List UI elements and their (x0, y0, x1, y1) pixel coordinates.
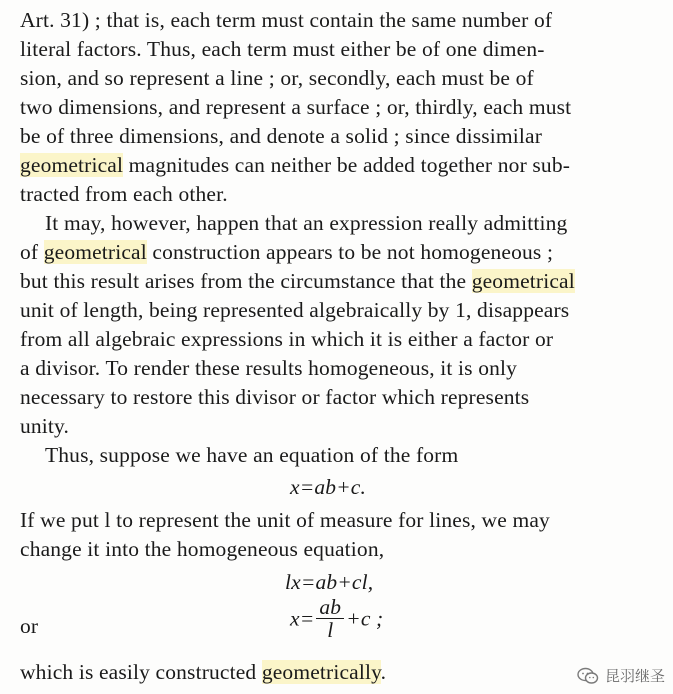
text-line: unit of length, being represented algebraically by 1, disappears (20, 298, 570, 322)
text-line: necessary to restore this divisor or factor which represents (20, 385, 530, 409)
text-line: tracted from each other. (20, 182, 228, 206)
highlighted-term: geometrical (43, 240, 147, 264)
watermark-text: 昆羽继圣 (604, 667, 665, 685)
text-line: change it into the homogeneous equation, (20, 537, 385, 561)
equation: x=ab+c. (290, 475, 367, 499)
or-label: or (20, 614, 39, 638)
text-line: of geometrical construction appears to be not homogeneous ; (20, 240, 554, 264)
text-line: geometrical magnitudes can neither be added together nor sub- (20, 153, 571, 177)
text-line: Art. 31) ; that is, each term must contain the same number of (20, 8, 553, 32)
text-line: literal factors. Thus, each term must either be of one dimen- (20, 37, 545, 61)
text-line: two dimensions, and represent a surface ; or, thirdly, each must (20, 95, 572, 119)
fraction-equation: x= $\frac{ab}{l}$ +c ; (290, 595, 384, 642)
watermark (577, 665, 665, 686)
text-line: sion, and so represent a line ; or, secondly, each must be of (20, 66, 534, 90)
text-line: unity. (20, 414, 70, 438)
text-line: If we put l to represent the unit of measure for lines, we may (20, 508, 550, 532)
fraction: $\frac{ab}{l}$ (316, 596, 344, 641)
text-line: be of three dimensions, and denote a solid ; since dissimilar (20, 124, 543, 148)
highlighted-term: geometrical (471, 269, 575, 293)
text-line: from all algebraic expressions in which it is either a factor or (20, 327, 554, 351)
equation: lx=ab+cl, (285, 570, 374, 594)
text-line: a divisor. To render these results homogeneous, it is only (20, 356, 518, 380)
text-line: which is easily constructed geometrically. (20, 660, 387, 684)
text-line: It may, however, happen that an expression really admitting (45, 211, 568, 235)
wechat-icon (577, 667, 599, 685)
text-line: but this result arises from the circumstance that the geometrical (20, 269, 575, 293)
highlighted-term: geometrically (261, 660, 381, 684)
highlighted-term: geometrical (20, 153, 124, 177)
text-line: Thus, suppose we have an equation of the form (45, 443, 459, 467)
